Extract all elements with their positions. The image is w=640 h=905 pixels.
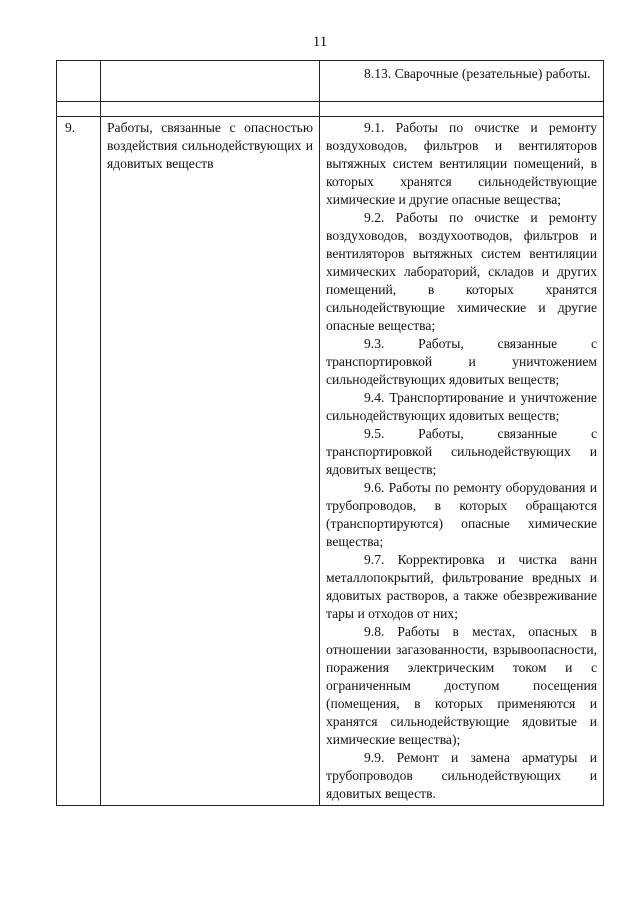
row-description-cell: [101, 61, 320, 102]
row-description: Работы, связанные с опасностью воздействия сильнодействующих и ядовитых веществ: [107, 120, 313, 171]
list-item: 9.6. Работы по ремонту оборудования и трубопроводов, в которых обращаются (транспортируются) опасные химические вещества;: [326, 480, 597, 549]
list-item: 9.3. Работы, связанные с транспортировкой и уничтожением сильнодействующих ядовитых веществ;: [326, 336, 597, 387]
row-number-cell: [57, 117, 101, 806]
list-item: 9.1. Работы по очистке и ремонту воздуховодов, фильтров и вентиляторов вытяжных систем вентиляции помещений, в которых хранятся сильнодействующие химические и другие опасные вещества;: [326, 120, 597, 207]
list-item: 9.9. Ремонт и замена арматуры и трубопроводов сильнодействующих и ядовитых веществ.: [326, 750, 597, 801]
row-number-cell: [57, 61, 101, 102]
row-number: 9.: [65, 120, 76, 135]
row-items-cell: [320, 117, 604, 806]
list-item: 9.2. Работы по очистке и ремонту воздуховодов, воздухоотводов, фильтров и вентиляторов вытяжных систем вентиляции химических лабораторий, складов и других помещений, в которых хранятся сильнодействующие химические и другие опасные вещества;: [326, 210, 597, 333]
table-row: [57, 61, 604, 102]
list-item: 8.13. Сварочные (резательные) работы.: [364, 66, 591, 81]
list-item: 9.5. Работы, связанные с транспортировкой сильнодействующих и ядовитых веществ;: [326, 426, 597, 477]
list-item: 9.8. Работы в местах, опасных в отношении загазованности, взрывоопасности, поражения электрическим током и с ограниченным доступом посещения (помещения, в которых применяются и хранятся сильнодействующие ядовитые и химические вещества);: [326, 624, 597, 747]
table-row: [57, 117, 604, 806]
list-item: 9.4. Транспортирование и уничтожение сильнодействующих ядовитых веществ;: [326, 390, 597, 423]
row-description-cell: [101, 117, 320, 806]
list-item: 9.7. Корректировка и чистка ванн металлопокрытий, фильтрование вредных и ядовитых растворов, а также обезвреживание тары и отходов от них;: [326, 552, 597, 621]
table-spacer-row: [57, 102, 604, 117]
page-number: 11: [312, 34, 328, 50]
row-items-cell: [320, 61, 604, 102]
row-description: [101, 61, 319, 67]
works-table: [56, 60, 604, 806]
row-number: [57, 61, 100, 67]
